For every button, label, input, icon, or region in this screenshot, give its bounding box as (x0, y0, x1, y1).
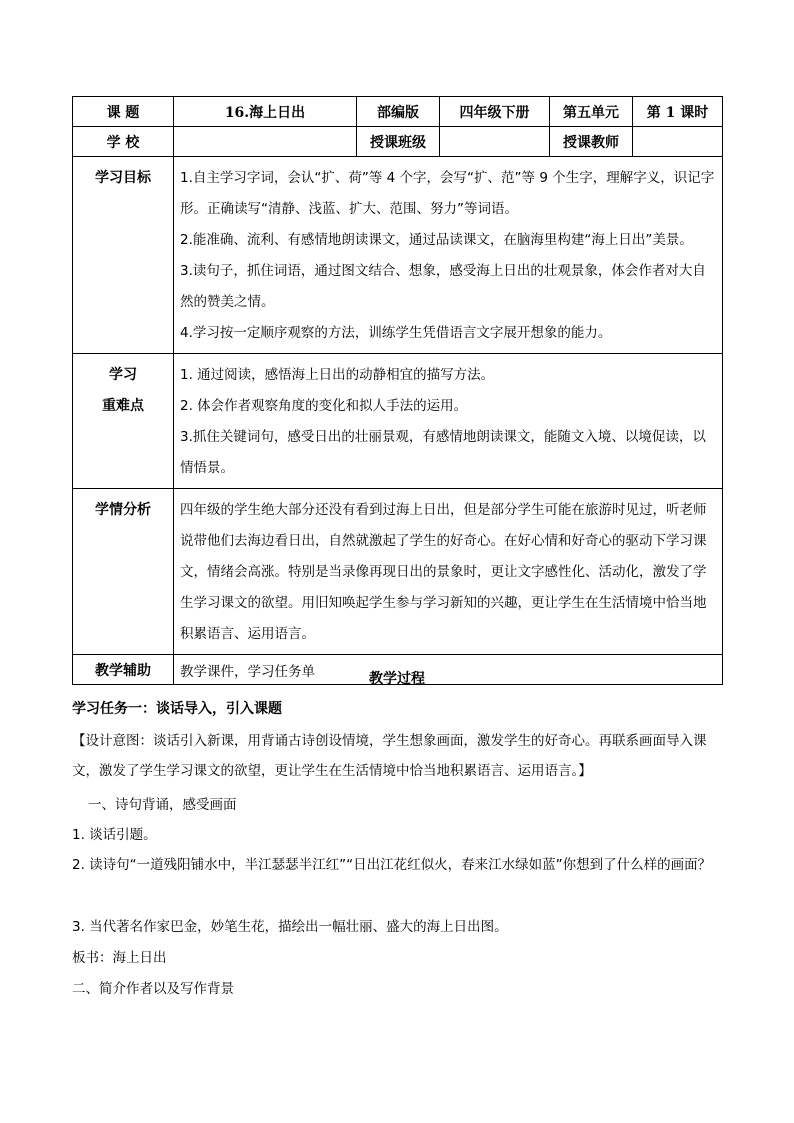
design-intent: 【设计意图：谈话引入新课，用背诵古诗创设情境，学生想象画面，激发学生的好奇心。再联系画面导入课文，激发了学生学习课文的欲望，更让学生在生活情境中恰当地积累语言、运用语言。】 (72, 733, 707, 779)
section2-heading: 二、简介作者以及写作背景 (72, 981, 234, 997)
unit: 第五单元 (550, 97, 633, 127)
step1: 1. 谈话引题。 (72, 827, 157, 843)
label-teacher: 授课教师 (550, 127, 633, 157)
row-difficulties (73, 354, 723, 489)
difficulty-item: 1. 通过阅读，感悟海上日出的动静相宜的描写方法。 (180, 367, 495, 383)
label-analysis: 学情分析 (73, 489, 174, 655)
objective-item: 1.自主学习字词，会认“扩、荷”等 4 个字，会写“扩、范”等 9 个生字，理解字义，识记字形。正确读写“清静、浅蓝、扩大、范围、努力”等词语。 (180, 170, 715, 217)
edition: 部编版 (357, 97, 440, 127)
teacher-value (633, 127, 723, 157)
label-school: 学 校 (73, 127, 174, 157)
label-difficulties-line2: 重难点 (102, 398, 144, 414)
row-title (73, 97, 723, 127)
step3: 3. 当代著名作家巴金，妙笔生花，描绘出一幅壮丽、盛大的海上日出图。 (72, 919, 508, 935)
task1-heading: 学习任务一：谈话导入，引入课题 (72, 701, 282, 717)
label-objectives: 学习目标 (73, 157, 174, 354)
label-class: 授课班级 (357, 127, 440, 157)
class-value (440, 127, 550, 157)
aids-content: 教学课件，学习任务单 (174, 655, 723, 685)
blackboard-note: 板书：海上日出 (72, 950, 167, 966)
analysis-content (174, 489, 723, 655)
lesson-period: 第 1 课时 (633, 97, 723, 127)
objective-item: 3.读句子，抓住词语，通过图文结合、想象，感受海上日出的壮观景象，体会作者对大自然的赞美之情。 (180, 263, 706, 310)
section1-heading: 一、诗句背诵，感受画面 (88, 797, 237, 813)
process-title: 教学过程 (369, 671, 425, 687)
school-value (174, 127, 357, 157)
objective-item: 4.学习按一定顺序观察的方法，训练学生凭借语言文字展开想象的能力。 (180, 325, 612, 341)
difficulties-content (174, 354, 723, 489)
step2: 2. 读诗句“一道残阳铺水中，半江瑟瑟半江红”“日出江花红似火，春来江水绿如蓝”你想到了什么样的画面？ (72, 857, 712, 873)
objectives-content (174, 157, 723, 354)
lesson-title: 16.海上日出 (174, 97, 357, 127)
difficulty-item: 3.抓住关键词句，感受日出的壮丽景观，有感情地朗读课文，能随文入境、以境促读，以情悟景。 (180, 429, 706, 476)
label-topic: 课 题 (73, 97, 174, 127)
analysis-text: 四年级的学生绝大部分还没有看到过海上日出，但是部分学生可能在旅游时见过，听老师说带他们去海边看日出，自然就激起了学生的好奇心。在好心情和好奇心的驱动下学习课文，情绪会高涨。特别是当录像再现日出的景象时，更让文字感性化、活动化，激发了学生学习课文的欲望。用旧知唤起学生参与学习新知的兴趣，更让学生在生活情境中恰当地积累语言、运用语言。 (180, 502, 707, 642)
label-difficulties (73, 354, 174, 489)
row-analysis (73, 489, 723, 655)
label-difficulties-line1: 学习 (109, 367, 137, 383)
difficulty-item: 2. 体会作者观察角度的变化和拟人手法的运用。 (180, 398, 468, 414)
grade: 四年级下册 (440, 97, 550, 127)
row-objectives (73, 157, 723, 354)
lesson-plan-table (72, 96, 723, 685)
objective-item: 2.能准确、流利、有感情地朗读课文，通过品读课文，在脑海里构建“海上日出”美景。 (180, 232, 693, 248)
row-school (73, 127, 723, 157)
label-aids: 教学辅助 (73, 655, 174, 685)
